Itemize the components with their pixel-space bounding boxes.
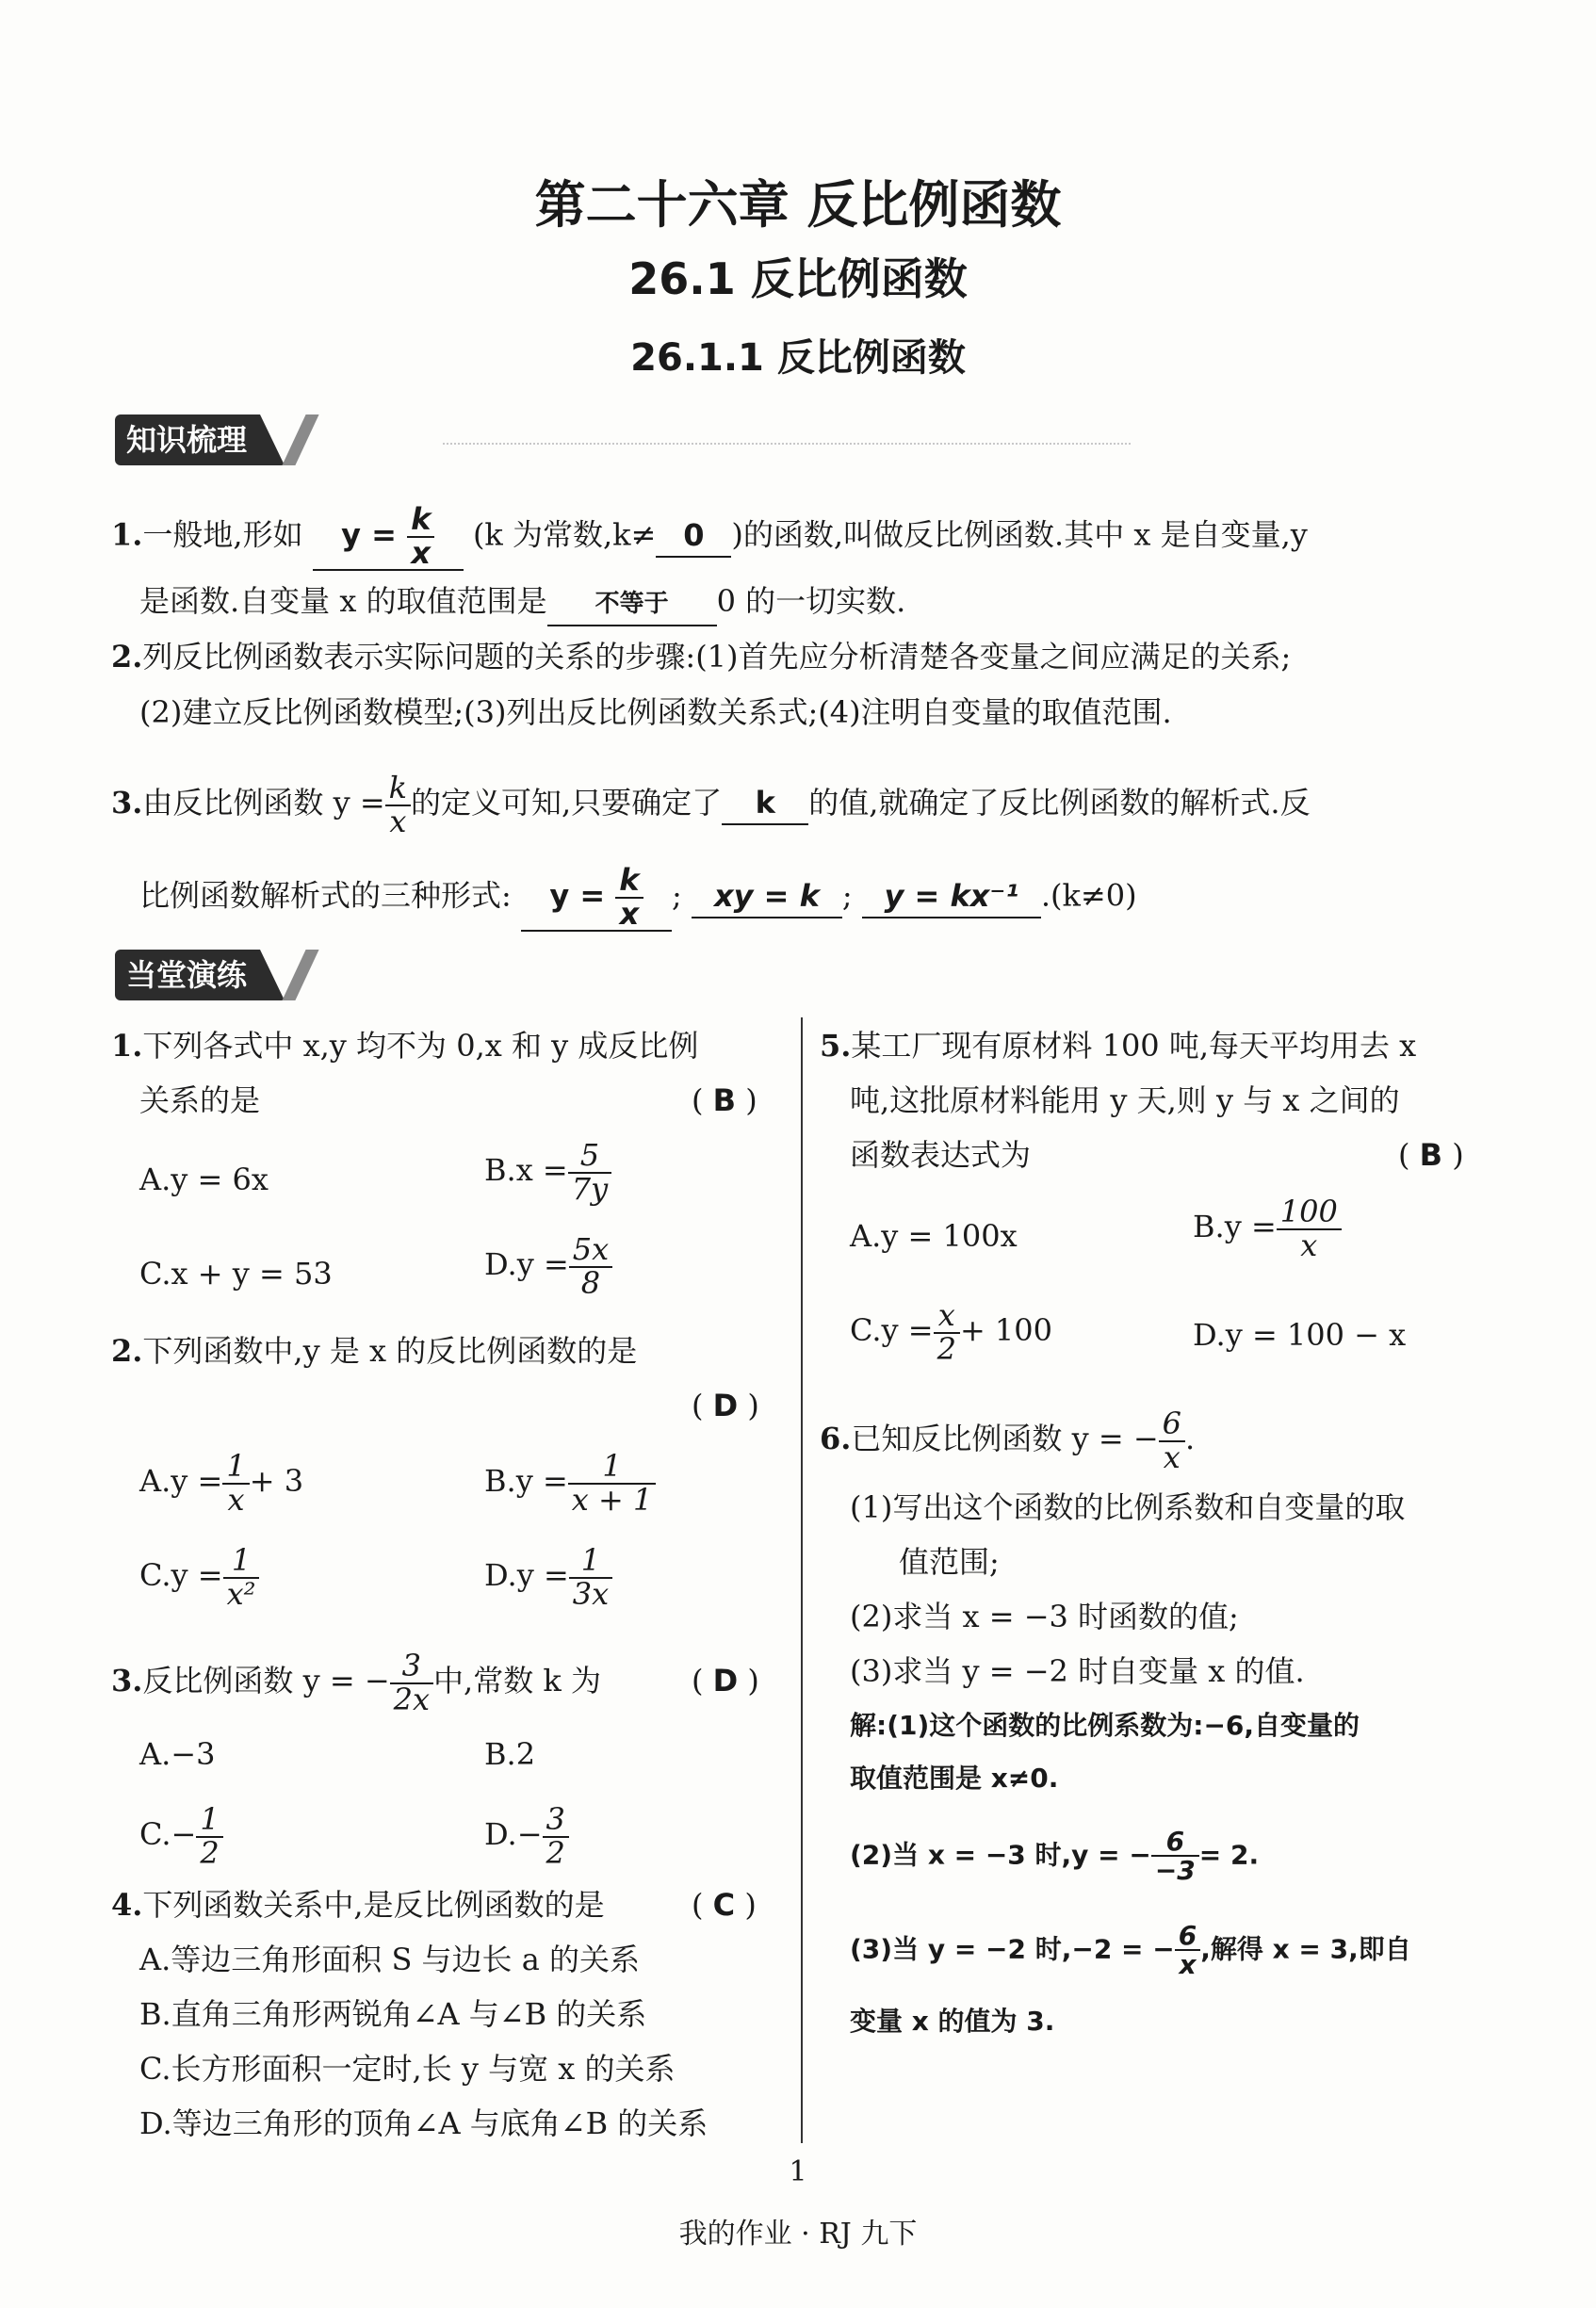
solution-text-post: = 2. (1198, 1839, 1260, 1871)
option-text: D.− (484, 1816, 543, 1853)
fraction-denominator: x (1277, 1228, 1342, 1262)
fraction-denominator: x² (223, 1577, 260, 1611)
solution-fraction (1151, 1828, 1199, 1885)
option-text: B.y = (484, 1463, 568, 1500)
fraction-numerator: 1 (226, 1448, 246, 1484)
question-number: 1. (111, 516, 143, 553)
q3-text-pre: 由反比例函数 y = (142, 785, 385, 821)
q3-option-d (484, 1801, 569, 1871)
fraction-denominator: x (222, 1483, 249, 1517)
fraction-numerator: 1 (602, 1448, 622, 1484)
q3-option-a: A.−3 (139, 1736, 216, 1772)
q2-option-c (139, 1542, 259, 1612)
fraction-numerator: k (411, 501, 432, 537)
option-text: D.y = (484, 1557, 569, 1594)
option-text: C.y = (850, 1312, 934, 1349)
fraction-numerator: 1 (200, 1801, 220, 1837)
q4-option-a: A.等边三角形面积 S 与边长 a 的关系 (139, 1942, 640, 1977)
q6-fraction (1159, 1408, 1185, 1473)
fraction-denominator: 2 (934, 1332, 960, 1366)
practice-q6-line1 (820, 1408, 1195, 1473)
q2-text-line1: 列反比例函数表示实际问题的关系的步骤:(1)首先应分析清楚各变量之间应满足的关系; (142, 639, 1292, 675)
form2-blank: xy = k (692, 875, 842, 918)
question-number: 4. (111, 1887, 143, 1923)
fraction-numerator: 100 (1279, 1194, 1338, 1229)
fraction-denominator: x (1159, 1440, 1185, 1474)
q1-text: 一般地,形如 (142, 516, 303, 553)
practice-q5-line1 (820, 1025, 1416, 1066)
fraction-denominator: x (1175, 1949, 1200, 1978)
fraction-numerator: 5x (572, 1231, 610, 1267)
option-fraction (543, 1801, 569, 1871)
fraction-numerator: 3 (546, 1801, 565, 1837)
separator: ; (841, 877, 853, 914)
practice-q2-line1 (111, 1330, 637, 1372)
form1-left: y = (549, 877, 606, 914)
q4-option-b: B.直角三角形两锐角∠A 与∠B 的关系 (139, 1996, 647, 2032)
q1-option-c: C.x + y = 53 (139, 1256, 333, 1292)
q2-option-a (139, 1448, 304, 1518)
fraction-numerator: 6 (1162, 1406, 1181, 1441)
q6-text-post: . (1185, 1421, 1196, 1457)
fraction-numerator: 6 (1178, 1920, 1197, 1951)
answer-letter: D (712, 1663, 739, 1698)
solution-text: (3)当 y = −2 时,−2 = − (850, 1933, 1175, 1965)
question-number: 3. (111, 1663, 143, 1699)
fraction-numerator: 6 (1165, 1826, 1185, 1857)
fraction-numerator: x (937, 1297, 955, 1333)
fraction-denominator: 2 (543, 1836, 569, 1870)
knowledge-banner-label: 知识梳理 (126, 422, 248, 458)
option-text: B.x = (484, 1152, 568, 1189)
answer-letter: C (712, 1887, 736, 1923)
option-text: C.y = (139, 1557, 223, 1594)
solution-text: (2)当 x = −3 时,y = − (850, 1839, 1151, 1871)
answer-letter: D (712, 1388, 739, 1423)
question-number: 2. (111, 639, 143, 675)
option-text: A.y = (139, 1463, 223, 1500)
q1-range-blank: 不等于 (547, 583, 717, 626)
form1-fraction (615, 862, 643, 932)
banner-stripe (282, 950, 318, 1000)
subsection-title: 26.1.1 反比例函数 (630, 336, 966, 380)
practice-q5-line3: 函数表达式为 (850, 1137, 1032, 1173)
q6-solution-part2 (850, 1828, 1259, 1885)
fraction-denominator: 8 (569, 1266, 612, 1300)
option-fraction (196, 1801, 222, 1871)
option-text: C.− (139, 1816, 197, 1853)
q4-option-d: D.等边三角形的顶角∠A 与底角∠B 的关系 (139, 2105, 708, 2141)
q1-line2-text: 是函数.自变量 x 的取值范围是 (139, 583, 547, 619)
q3-option-c (139, 1801, 223, 1871)
q6-solution-line1: 解:(1)这个函数的比例系数为:−6,自变量的 (850, 1710, 1360, 1741)
q2-option-d (484, 1542, 612, 1612)
q3-fraction (385, 772, 411, 837)
q1-formula-blank (313, 501, 464, 571)
q1-option-d (484, 1231, 612, 1301)
q5-option-d: D.y = 100 − x (1193, 1317, 1407, 1353)
q5-option-c (850, 1297, 1052, 1367)
q3-option-b: B.2 (484, 1736, 536, 1772)
knowledge-q1-line2 (139, 580, 905, 626)
option-fraction (568, 1448, 657, 1518)
q1-text-mid: (k 为常数,k≠ (472, 516, 657, 553)
solution-text-post: ,解得 x = 3,即自 (1200, 1933, 1411, 1965)
fraction-denominator: 2 (196, 1836, 222, 1870)
q5-option-b (1193, 1196, 1342, 1261)
knowledge-q3-line2 (139, 862, 1137, 932)
q2-text: 下列函数中,y 是 x 的反比例函数的是 (142, 1333, 638, 1369)
q4-text: 下列函数关系中,是反比例函数的是 (142, 1887, 605, 1923)
option-fraction (1277, 1196, 1342, 1261)
chapter-title: 第二十六章 反比例函数 (534, 175, 1062, 235)
q1-text-post: )的函数,叫做反比例函数.其中 x 是自变量,y (731, 516, 1308, 553)
practice-q5-line2: 吨,这批原材料能用 y 天,则 y 与 x 之间的 (850, 1082, 1400, 1118)
knowledge-q2-line1 (111, 636, 1291, 677)
option-text: B.y = (1193, 1209, 1277, 1245)
q3-line2-post: .(k≠0) (1040, 877, 1137, 914)
q3-line2-text: 比例函数解析式的三种形式: (139, 877, 512, 914)
q6-solution-part3 (850, 1922, 1411, 1979)
q6-part2: (2)求当 x = −3 时函数的值; (850, 1599, 1239, 1634)
q3-text-post: 的值,就确定了反比例函数的解析式.反 (808, 785, 1311, 821)
option-text: D.y = (484, 1246, 569, 1283)
solution-fraction (1175, 1922, 1200, 1979)
q6-solution-line2: 取值范围是 x≠0. (850, 1763, 1059, 1794)
option-fraction (568, 1137, 611, 1207)
q1-formula-fraction (407, 501, 434, 571)
practice-q3-line1 (111, 1650, 601, 1715)
practice-q1-answer: ( B ) (692, 1082, 757, 1118)
practice-q1-line2: 关系的是 (139, 1082, 261, 1118)
option-text-post: + 100 (959, 1312, 1052, 1349)
footer-book-label: 我的作业 · RJ 九下 (678, 2218, 918, 2251)
practice-q1-line1 (111, 1025, 698, 1066)
q6-solution-line-last: 变量 x 的值为 3. (850, 2006, 1055, 2037)
question-number: 5. (820, 1028, 852, 1064)
q3-text-mid: 的定义可知,只要确定了 (411, 785, 723, 821)
knowledge-q3-line1 (111, 772, 1311, 837)
q6-part1-line1: (1)写出这个函数的比例系数和自变量的取 (850, 1489, 1406, 1525)
dotted-rule (443, 443, 1131, 445)
q3-fraction (390, 1650, 433, 1715)
q1-option-a: A.y = 6x (139, 1162, 269, 1197)
knowledge-q1-line1 (111, 501, 1308, 571)
column-divider (801, 1017, 803, 2143)
q6-part1-line2: 值范围; (899, 1544, 1000, 1580)
question-number: 1. (111, 1028, 143, 1064)
q5-option-a: A.y = 100x (850, 1218, 1018, 1254)
fraction-denominator: 7y (568, 1172, 611, 1206)
option-fraction (222, 1448, 249, 1518)
q1-k-blank: 0 (656, 514, 731, 558)
fraction-denominator: −3 (1151, 1855, 1199, 1884)
banner-stripe (282, 414, 318, 465)
option-text-post: + 3 (249, 1463, 304, 1500)
fraction-numerator: 1 (231, 1542, 252, 1578)
knowledge-banner (115, 414, 260, 465)
q5-text-line1: 某工厂现有原材料 100 吨,每天平均用去 x (851, 1028, 1417, 1064)
section-title: 26.1 反比例函数 (628, 253, 968, 304)
option-fraction (934, 1297, 960, 1367)
practice-q4-line1 (111, 1884, 605, 1926)
practice-banner (115, 950, 260, 1000)
fraction-numerator: k (619, 862, 640, 898)
fraction-denominator: x (615, 897, 643, 931)
question-number: 2. (111, 1333, 143, 1369)
fraction-denominator: x (385, 805, 411, 838)
form3-blank: y = kx⁻¹ (862, 875, 1041, 918)
fraction-numerator: 5 (579, 1137, 600, 1173)
fraction-denominator: 3x (569, 1577, 612, 1611)
fraction-denominator: x + 1 (568, 1483, 657, 1517)
q3-k-blank: k (722, 782, 808, 825)
q4-option-c: C.长方形面积一定时,长 y 与宽 x 的关系 (139, 2051, 676, 2087)
page-number: 1 (789, 2155, 807, 2188)
answer-letter: B (1419, 1137, 1443, 1173)
fraction-numerator: 1 (580, 1542, 601, 1578)
practice-banner-label: 当堂演练 (126, 957, 248, 993)
q1-formula-left: y = (341, 516, 397, 553)
fraction-numerator: 3 (401, 1648, 422, 1683)
q3-text-pre: 反比例函数 y = − (142, 1663, 390, 1699)
option-fraction (569, 1542, 612, 1612)
fraction-denominator: x (407, 536, 434, 570)
q6-part3: (3)求当 y = −2 时自变量 x 的值. (850, 1653, 1305, 1689)
practice-q3-answer: ( D ) (692, 1663, 759, 1698)
option-fraction (569, 1231, 612, 1301)
q1-line2-post: 0 的一切实数. (716, 583, 906, 619)
fraction-numerator: k (388, 770, 408, 805)
question-number: 3. (111, 785, 143, 821)
q1-text-line1: 下列各式中 x,y 均不为 0,x 和 y 成反比例 (142, 1028, 699, 1064)
question-number: 6. (820, 1421, 852, 1457)
practice-q2-answer: ( D ) (692, 1388, 759, 1423)
answer-letter: B (712, 1082, 737, 1118)
q3-text-post: 中,常数 k 为 (433, 1663, 601, 1699)
knowledge-q2-line2: (2)建立反比例函数模型;(3)列出反比例函数关系式;(4)注明自变量的取值范围. (139, 694, 1172, 730)
practice-q5-answer: ( B ) (1398, 1137, 1464, 1173)
form1-blank (521, 862, 672, 932)
practice-q4-answer: ( C ) (692, 1887, 757, 1923)
option-fraction (223, 1542, 260, 1612)
fraction-denominator: 2x (390, 1682, 433, 1716)
q1-option-b (484, 1137, 611, 1207)
q6-text-pre: 已知反比例函数 y = − (851, 1421, 1159, 1457)
q2-option-b (484, 1448, 656, 1518)
separator: ; (671, 877, 682, 914)
